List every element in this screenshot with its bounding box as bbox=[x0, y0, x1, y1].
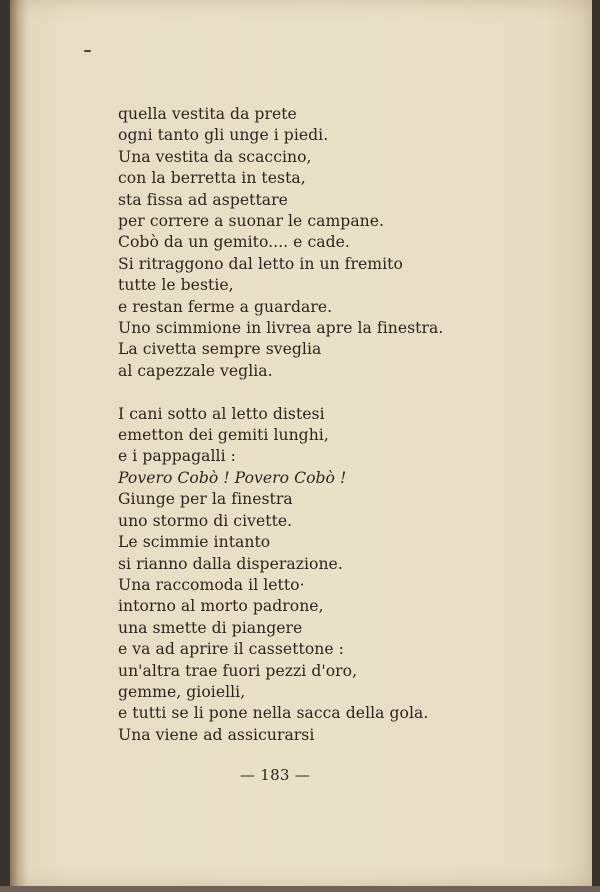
poem-line-italic: Povero Cobò ! Povero Cobò ! bbox=[118, 468, 347, 487]
poem-line: si rianno dalla disperazione. bbox=[118, 554, 343, 573]
poem-line: ogni tanto gli unge i piedi. bbox=[118, 126, 329, 145]
poem-line: quella vestita da prete bbox=[118, 105, 297, 123]
stanza-1 bbox=[118, 104, 558, 382]
poem-line: Cobò da un gemito.... e cade. bbox=[118, 233, 350, 252]
poem-line: Le scimmie intanto bbox=[118, 533, 271, 552]
poem-line: e i pappagalli : bbox=[118, 447, 236, 466]
poem-line: un'altra trae fuori pezzi d'oro, bbox=[118, 661, 358, 680]
poem-line: tutte le bestie, bbox=[118, 276, 234, 295]
page-number: — 183 — bbox=[239, 766, 311, 784]
poem-line: gemme, gioielli, bbox=[118, 682, 246, 701]
poem-line: La civetta sempre sveglia bbox=[118, 340, 322, 359]
spine-shadow bbox=[10, 0, 28, 886]
poem-line: Una raccomoda il letto· bbox=[118, 575, 305, 594]
poem-line: con la berretta in testa, bbox=[118, 169, 306, 188]
ink-mark bbox=[84, 50, 91, 52]
poem-line: e tutti se li pone nella sacca della gola. bbox=[118, 704, 429, 723]
poem-line: emetton dei gemiti lunghi, bbox=[118, 426, 329, 445]
poem-line: Giunge per la finestra bbox=[118, 490, 293, 509]
poem-line: Uno scimmione in livrea apre la finestra. bbox=[118, 319, 444, 338]
poem-line: una smette di piangere bbox=[118, 618, 303, 637]
poem-line: per correre a suonar le campane. bbox=[118, 212, 385, 231]
poem-line: uno stormo di civette. bbox=[118, 511, 293, 530]
poem-line: sta fissa ad aspettare bbox=[118, 190, 288, 209]
poem-line: e restan ferme a guardare. bbox=[118, 297, 333, 316]
poem-line: intorno al morto padrone, bbox=[118, 597, 324, 616]
poem-line: Una vestita da scaccino, bbox=[118, 147, 312, 166]
poem-line: Una viene ad assicurarsi bbox=[118, 725, 315, 744]
poem-line: e va ad aprire il cassettone : bbox=[118, 640, 344, 659]
page-bottom-edge bbox=[0, 886, 600, 892]
poem-line: Si ritraggono dal letto in un fremito bbox=[118, 254, 403, 273]
poem-line: I cani sotto al letto distesi bbox=[118, 404, 325, 423]
stanza-2 bbox=[118, 404, 558, 747]
poem-text bbox=[118, 104, 558, 746]
poem-line: al capezzale veglia. bbox=[118, 361, 273, 380]
paper-page bbox=[10, 0, 592, 886]
